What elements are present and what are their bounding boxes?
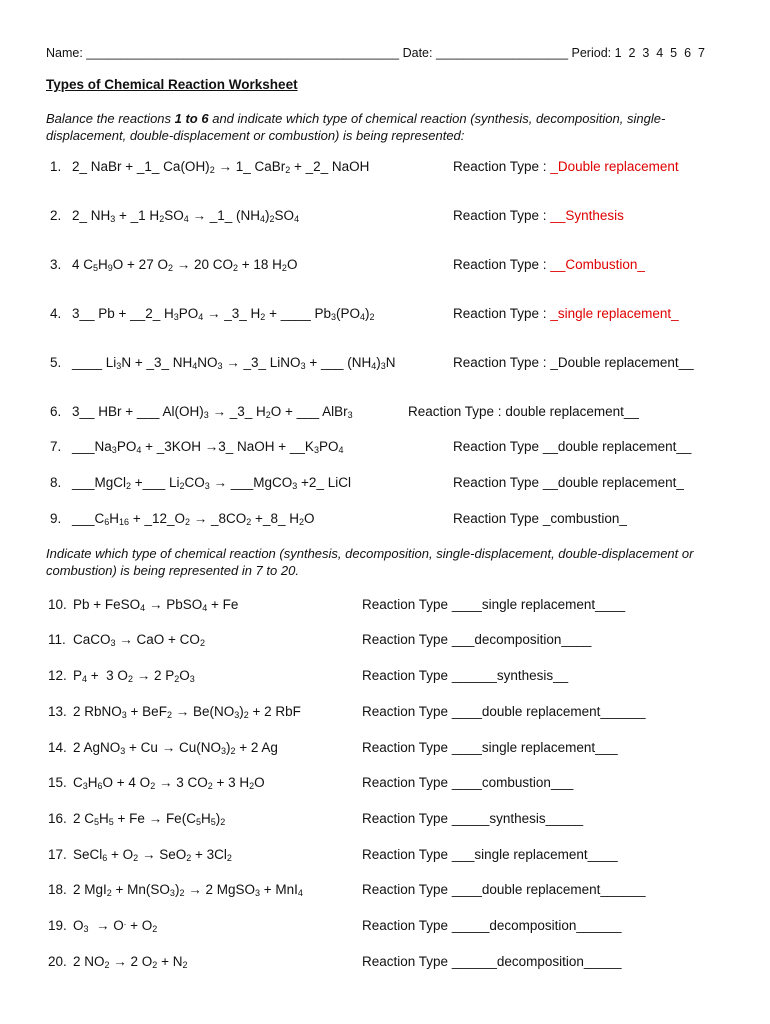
reaction-type bbox=[362, 882, 645, 897]
reaction-type-answer: double replacement__ bbox=[505, 404, 639, 419]
reaction-type-label: Reaction Type : bbox=[453, 257, 551, 272]
reaction-type bbox=[362, 918, 621, 933]
reaction-type-answer: ____single replacement___ bbox=[451, 740, 618, 755]
reaction-number: 2. bbox=[50, 208, 62, 223]
reaction-type-label: Reaction Type bbox=[362, 668, 452, 683]
reaction-number: 17. bbox=[48, 847, 67, 862]
reaction-equation: SeCl$_6$ + $O_2 \to SeO_2 + 3Cl_2$ bbox=[73, 847, 232, 863]
reaction-number: 3. bbox=[50, 257, 62, 272]
reaction-equation: 2 $C_5H_5 + Fe \to Fe(C_5H_5)_2$ bbox=[73, 811, 226, 827]
reaction-equation: $\_\_\_C_6H_{16}$ + $\_12\_O_2$ → $\_8CO_2$ +_8_ $H_2O$ bbox=[72, 511, 315, 527]
reaction-type-label: Reaction Type bbox=[362, 811, 452, 826]
reaction-type-label: Reaction Type bbox=[453, 511, 543, 526]
reaction-number: 4. bbox=[50, 306, 62, 321]
reaction-equation: 2_ $NH_3$ + _1 $H_2SO_4$ → _1_ $(NH_4)_2SO_4$ bbox=[72, 208, 300, 224]
reaction-equation: $P_4 + 3$ $O_2 \to 2$ $P_2O_3$ bbox=[73, 668, 195, 684]
reaction-type-label: Reaction Type bbox=[362, 704, 452, 719]
reaction-type-label: Reaction Type bbox=[362, 775, 452, 790]
reaction-type bbox=[362, 775, 573, 790]
reaction-type-label: Reaction Type : bbox=[453, 208, 551, 223]
reaction-equation: 2 RbNO$_3$ + $BeF_2 \to Be(NO_3)_2 + 2$ RbF bbox=[73, 704, 301, 720]
reaction-number: 14. bbox=[48, 740, 67, 755]
reaction-type bbox=[453, 306, 679, 321]
reaction-type bbox=[362, 847, 618, 862]
reaction-number: 8. bbox=[50, 475, 62, 490]
reaction-equation: 2_ NaBr + _1_ $Ca(OH)_2$ → 1_ CaBr$_2$ + _2_ NaOH bbox=[72, 159, 370, 175]
reaction-equation: Pb + FeSO$_4$ → PbSO$_4$ + Fe bbox=[73, 597, 239, 613]
header-line: Name: _____________________________________________ Date: ___________________ Period: 1 2 3 4 5 6 7 bbox=[46, 46, 705, 60]
reaction-type bbox=[362, 704, 645, 719]
reaction-equation: ___MgCl$_2$ +___ $Li_2CO_3$ → ___MgCO$_3$ +2_ LiCl bbox=[72, 475, 351, 491]
reaction-type-answer: _Double replacement__ bbox=[550, 355, 694, 370]
reaction-number: 6. bbox=[50, 404, 62, 419]
reaction-type bbox=[453, 439, 691, 454]
reaction-type-answer: __double replacement__ bbox=[542, 439, 692, 454]
reaction-type-answer: ___decomposition____ bbox=[451, 632, 592, 647]
reaction-type bbox=[453, 159, 679, 174]
reaction-type-label: Reaction Type : bbox=[408, 404, 506, 419]
reaction-equation: 4 $C_5H_9O + 27$ $O_2 \to 20$ $CO_2 + 18$ $H_2O$ bbox=[72, 257, 298, 273]
reaction-type-label: Reaction Type bbox=[362, 882, 452, 897]
reaction-number: 7. bbox=[50, 439, 62, 454]
reaction-type-label: Reaction Type bbox=[362, 632, 452, 647]
reaction-type-answer: ______decomposition_____ bbox=[451, 954, 622, 969]
reaction-type bbox=[362, 632, 591, 647]
reaction-equation: CaCO$_3$ → CaO + $CO_2$ bbox=[73, 632, 205, 648]
reaction-type bbox=[453, 257, 645, 272]
reaction-number: 9. bbox=[50, 511, 62, 526]
reaction-type bbox=[453, 475, 684, 490]
reaction-number: 11. bbox=[48, 632, 66, 647]
reaction-type bbox=[362, 597, 625, 612]
reaction-type-label: Reaction Type : bbox=[453, 306, 551, 321]
reaction-type-label: Reaction Type bbox=[362, 954, 452, 969]
reaction-type bbox=[453, 511, 627, 526]
reaction-type-answer: ____double replacement______ bbox=[451, 882, 646, 897]
reaction-equation: ____ $Li_3N$ + _3_ $NH_4NO_3$ → _3_ LiNO$_3$ + ___ $(NH_4)_3N$ bbox=[72, 355, 396, 371]
reaction-number: 10. bbox=[48, 597, 67, 612]
reaction-equation: 2 $NO_2 \to 2$ $O_2 + N_2$ bbox=[73, 954, 188, 970]
reaction-equation: 3__ Pb + __2_ $H_3PO_4$ → _3_ $H_2$ + ____ $Pb_3(PO_4)_2$ bbox=[72, 306, 375, 322]
reaction-number: 5. bbox=[50, 355, 62, 370]
reaction-type-answer: __Combustion_ bbox=[550, 257, 645, 272]
reaction-type-label: Reaction Type bbox=[453, 475, 543, 490]
reaction-type-answer: ___single replacement____ bbox=[451, 847, 618, 862]
reaction-number: 19. bbox=[48, 918, 67, 933]
reaction-type-answer: ____double replacement______ bbox=[451, 704, 646, 719]
instructions-part-1: Balance the reactions 1 to 6 and indicate which type of chemical reaction (synthesis, decomposition, single-displacement, double-displacement or combustion) is being represented: bbox=[46, 111, 666, 143]
reaction-type-answer: _____synthesis_____ bbox=[451, 811, 584, 826]
reaction-number: 16. bbox=[48, 811, 67, 826]
reaction-number: 12. bbox=[48, 668, 67, 683]
reaction-type-label: Reaction Type bbox=[362, 740, 452, 755]
reaction-number: 13. bbox=[48, 704, 67, 719]
reaction-number: 1. bbox=[50, 159, 62, 174]
reaction-type-answer: ____combustion___ bbox=[451, 775, 574, 790]
reaction-equation: 2 $MgI_2 + Mn(SO_3)_2 \to 2$ MgSO$_3$ + MnI$_4$ bbox=[73, 882, 303, 898]
reaction-type-label: Reaction Type bbox=[362, 918, 452, 933]
reaction-type-answer: _____decomposition______ bbox=[451, 918, 622, 933]
reaction-type bbox=[453, 355, 694, 370]
reaction-equation: 3__ HBr + ___ $Al(OH)_3$ → _3_ $H_2O$ + ___ AlBr$_3$ bbox=[72, 404, 353, 420]
reaction-equation: $C_3H_6O + 4$ $O_2 \to 3$ $CO_2 + 3$ $H_2O$ bbox=[73, 775, 265, 791]
reaction-type-answer: ______synthesis__ bbox=[451, 668, 569, 683]
reaction-type-label: Reaction Type : bbox=[453, 159, 551, 174]
reaction-type bbox=[362, 668, 568, 683]
reaction-equation: $\_\_\_Na_3PO_4$ + _3KOH →3_ NaOH + $\_\_K_3PO_4$ bbox=[72, 439, 344, 455]
reaction-type bbox=[362, 740, 618, 755]
reaction-type bbox=[362, 954, 621, 969]
reaction-type-answer: ____single replacement____ bbox=[451, 597, 626, 612]
reaction-type-answer: _single replacement_ bbox=[550, 306, 679, 321]
reaction-number: 20. bbox=[48, 954, 67, 969]
reaction-number: 18. bbox=[48, 882, 67, 897]
reaction-type-label: Reaction Type bbox=[362, 847, 452, 862]
reaction-type bbox=[362, 811, 583, 826]
reaction-type-answer: _combustion_ bbox=[542, 511, 627, 526]
reaction-type-label: Reaction Type : bbox=[453, 355, 551, 370]
reaction-type bbox=[408, 404, 639, 419]
reaction-equation: 2 AgNO$_3$ + $Cu \to Cu(NO_3)_2 + 2$ Ag bbox=[73, 740, 278, 756]
reaction-type-answer: _Double replacement bbox=[550, 159, 679, 174]
reaction-type-label: Reaction Type bbox=[453, 439, 543, 454]
reaction-equation: $O_3 \to O^. + O_2$ bbox=[73, 917, 158, 934]
reaction-type-answer: __Synthesis bbox=[550, 208, 624, 223]
worksheet-title: Types of Chemical Reaction Worksheet bbox=[46, 77, 298, 92]
reaction-type-answer: __double replacement_ bbox=[542, 475, 684, 490]
reaction-number: 15. bbox=[48, 775, 67, 790]
reaction-type-label: Reaction Type bbox=[362, 597, 452, 612]
reaction-type bbox=[453, 208, 624, 223]
instructions-part-2: Indicate which type of chemical reaction (synthesis, decomposition, single-displacement, double-displacement or combustion) is being represented in 7 to 20. bbox=[46, 546, 694, 578]
